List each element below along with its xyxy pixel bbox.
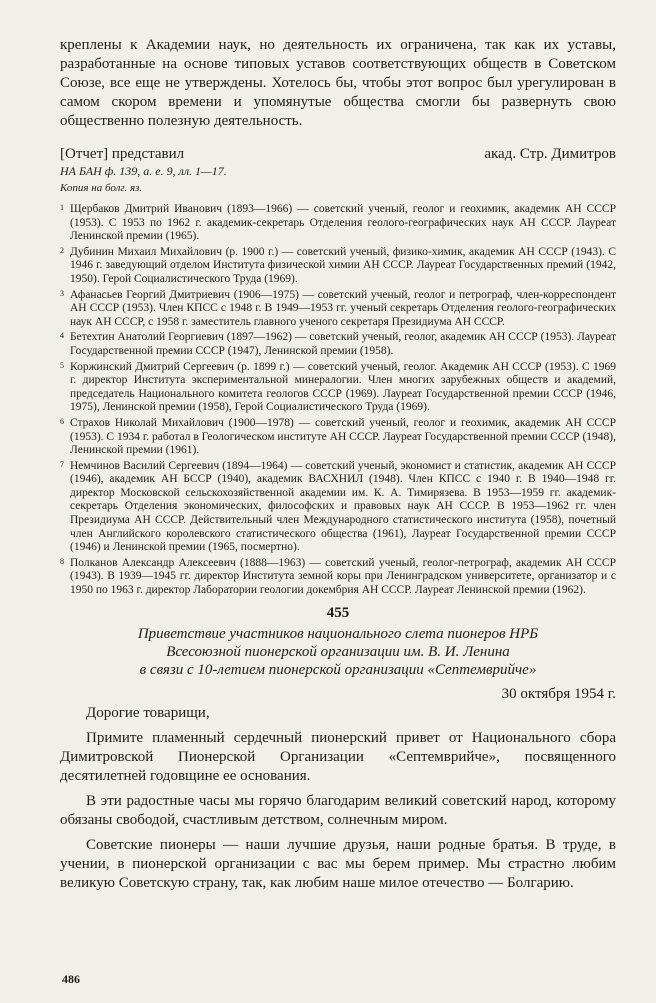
- document-page: [60, 36, 616, 893]
- title-line: в связи с 10-летием пионерской организации «Септемврийче»: [139, 661, 537, 678]
- document-number: 455: [326, 604, 350, 621]
- footnote: 5 Коржинский Дмитрий Сергеевич (р. 1899 г.) — советский ученый, геолог. Академик АН СССР (1953). С 1969 г. директор Института экспериментальной минералогии. Член многих зарубежных обществ и академий, председатель Национального комитета геологов СССР (1969). Лауреат Государственной премии СССР (1946, 1975), Ленинской премии (1958), Герой Социалистического Труда (1969).: [60, 360, 616, 414]
- page-number: 486: [62, 972, 80, 986]
- footnote: 4 Бетехтин Анатолий Георгиевич (1897—1962) — советский ученый, геолог, академик АН СССР (1953). Лауреат Государственной премии СССР (1947), Ленинской премии (1958).: [60, 331, 616, 357]
- footnote: 3 Афанасьев Георгий Дмитриевич (1906—1975) — советский ученый, геолог и петрограф, член-корреспондент АН СССР (1953). Член КПСС с 1948 г. В 1949—1953 гг. ученый секретарь Отделения геолого-географических наук АН СССР, с 1958 г. заместитель главного ученого секретаря Президиума АН СССР.: [60, 288, 616, 328]
- title-line: Приветствие участников национального слета пионеров НРБ: [137, 625, 539, 642]
- document-date: 30 октября 1954 г.: [501, 685, 616, 702]
- signature-right: акад. Стр. Димитров: [484, 146, 616, 162]
- signature-line: [60, 145, 616, 164]
- footnote: 2 Дубинин Михаил Михайлович (р. 1900 г.) — советский ученый, физико-химик, академик АН СССР (1943). С 1946 г. заведующий отделом Института физической химии АН СССР. Лауреат Государственных премий (1942, 1950). Герой Социалистического Труда (1969).: [60, 245, 616, 285]
- archive-source: НА БАН ф. 139, а. е. 9, лл. 1—17.: [60, 164, 227, 178]
- body-paragraph: В эти радостные часы мы горячо благодарим великий советский народ, которому обязаны свободой, счастливым детством, солнечным миром.: [60, 792, 616, 828]
- footnote: 1 Щербаков Дмитрий Иванович (1893—1966) — советский ученый, геолог и геохимик, академик АН СССР (1953). С 1953 по 1962 г. академик-секретарь Отделения геолого-географических наук АН СССР. Лауреат Ленинской премии (1965).: [60, 203, 616, 243]
- footnotes: [60, 203, 616, 598]
- title-line: Всесоюзной пионерской организации им. В. И. Ленина: [166, 643, 510, 660]
- document-title: [60, 625, 616, 679]
- copy-note: Копия на болг. яз.: [60, 182, 143, 194]
- footnote: 6 Страхов Николай Михайлович (1900—1978) — советский ученый, геолог и геохимик, академик АН СССР (1953). С 1934 г. работал в Геологическом институте АН СССР. Лауреат Государственной премии СССР (1948), Ленинской премии (1961).: [60, 416, 616, 457]
- body-paragraph: Примите пламенный сердечный пионерский привет от Национального сбора Димитровской Пионерской Организации «Септемврийче», посвященного десятилетней годовщине ее основания.: [60, 729, 616, 784]
- footnote: 7 Немчинов Василий Сергеевич (1894—1964) — советский ученый, экономист и статистик, академик АН СССР (1946), академик АН БССР (1940), академик ВАСХНИЛ (1948). Член КПСС с 1940 г. В 1940—1948 гг. директор Московской сельскохозяйственной академии им. К. А. Тимирязева. В 1953—1959 гг. академик-секретарь Отделения экономических, философских и правовых наук АН СССР. В 1953—1962 гг. член Президиума АН СССР. Действительный член Международного статистического института (1958), почетный член Английского королевского статистического общества (1961), Лауреат Государственной премии СССР (1946) и Ленинской премии (1965, посмертно).: [60, 459, 616, 554]
- greeting: Дорогие товарищи,: [86, 704, 210, 721]
- body-paragraph: Советские пионеры — наши лучшие друзья, наши родные братья. В труде, в учении, в пионерской организации с вас мы берем пример. Мы страстно любим великую Советскую страну, так, как любим наше милое отечество — Болгарию.: [60, 836, 616, 891]
- signature-left: [Отчет] представил: [60, 146, 185, 162]
- top-paragraph: креплены к Академии наук, но деятельность их ограничена, так как их уставы, разработанные на основе типовых уставов соответствующих обществ в Советском Союзе, все еще не утверждены. Хотелось бы, чтобы этот вопрос был урегулирован в самом скором времени и упомянутые общества смогли бы развернуть свою общественно полезную деятельность.: [60, 37, 616, 129]
- footnote: 8 Полканов Александр Алексеевич (1888—1963) — советский ученый, геолог-петрограф, академик АН СССР (1943). В 1939—1945 гг. директор Института земной коры при Ленинградском университете, организатор и с 1950 по 1963 г. директор Лаборатории геологии докембрия АН СССР. Лауреат Ленинской премии (1962).: [60, 556, 616, 597]
